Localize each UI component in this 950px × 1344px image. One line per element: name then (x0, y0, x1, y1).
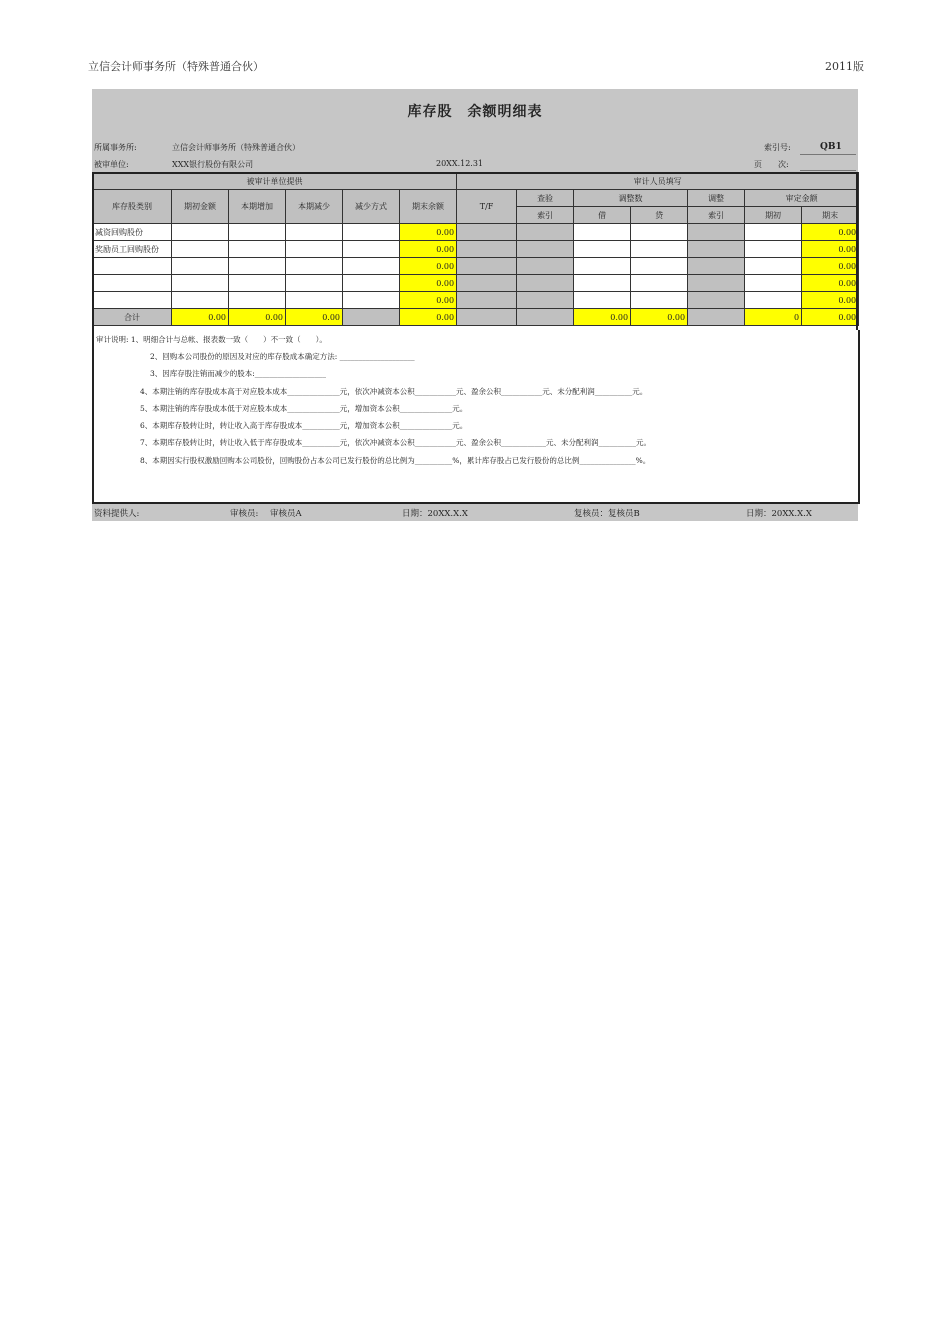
cell-closing[interactable]: 0.00 (400, 292, 457, 309)
note-1: 审计说明: 1、明细合计与总帐、报表数一致（ ）不一致（ ）。 (96, 335, 327, 344)
cell-decrease[interactable] (286, 258, 343, 275)
col-increase: 本期增加 (229, 190, 286, 224)
cell-adjust-index[interactable] (688, 224, 745, 241)
cell-tf[interactable] (457, 258, 517, 275)
audit-notes (92, 330, 860, 504)
cell-opening[interactable] (172, 224, 229, 241)
cell-increase[interactable] (229, 275, 286, 292)
note-2: 2、回购本公司股份的原因及对应的库存股成本确定方法: ____________________ (150, 352, 415, 361)
firm-value: 立信会计师事务所（特殊普通合伙） (172, 143, 300, 152)
cell-check-index[interactable] (517, 241, 574, 258)
reviewer-name: 审核员A (270, 509, 302, 519)
cell-increase[interactable] (229, 224, 286, 241)
total-check-index (517, 309, 574, 326)
cell-adjust-index[interactable] (688, 275, 745, 292)
row-label[interactable] (93, 275, 172, 292)
client-value: XXX银行股份有限公司 (172, 160, 254, 169)
group-client-header: 被审计单位提供 (93, 173, 457, 190)
row-label[interactable]: 奖励员工回购股份 (93, 241, 172, 258)
cell-opening[interactable] (172, 258, 229, 275)
total-label: 合计 (93, 309, 172, 326)
index-underline (800, 154, 856, 155)
note-4: 4、本期注销的库存股成本高于对应股本成本______________元，依次冲减资本公积___________元、盈余公积___________元、未分配利润__________元。 (140, 387, 648, 396)
cell-credit[interactable] (631, 258, 688, 275)
col-opening: 期初金额 (172, 190, 229, 224)
cell-closing[interactable]: 0.00 (400, 241, 457, 258)
cell-method[interactable] (343, 258, 400, 275)
note-5: 5、本期注销的库存股成本低于对应股本成本______________元，增加资本公积______________元。 (140, 404, 468, 413)
cell-increase[interactable] (229, 258, 286, 275)
cell-closing[interactable]: 0.00 (400, 224, 457, 241)
row-label[interactable] (93, 258, 172, 275)
cell-approved-open[interactable] (745, 292, 802, 309)
cell-debit[interactable] (574, 275, 631, 292)
cell-credit[interactable] (631, 224, 688, 241)
cell-approved-open[interactable] (745, 224, 802, 241)
cell-adjust-index[interactable] (688, 241, 745, 258)
rechecker: 复核员：复核员B (574, 509, 640, 519)
total-approved-open[interactable]: 0 (745, 309, 802, 326)
cell-check-index[interactable] (517, 224, 574, 241)
cell-closing[interactable]: 0.00 (400, 258, 457, 275)
col-adjust: 调整数 (574, 190, 688, 207)
total-debit[interactable]: 0.00 (574, 309, 631, 326)
cell-debit[interactable] (574, 224, 631, 241)
cell-opening[interactable] (172, 275, 229, 292)
cell-method[interactable] (343, 292, 400, 309)
cell-approved-close[interactable]: 0.00 (802, 224, 859, 241)
cell-check-index[interactable] (517, 258, 574, 275)
cell-decrease[interactable] (286, 241, 343, 258)
cell-debit[interactable] (574, 292, 631, 309)
review-date: 日期：20XX.X.X (402, 509, 468, 519)
note-8: 8、本期因实行股权激励回购本公司股份，回购股份占本公司已发行股份的总比例为__________%，累计库存股占已发行股份的总比例_______________%。 (140, 456, 651, 465)
cell-credit[interactable] (631, 241, 688, 258)
firm-label: 所属事务所: (94, 143, 137, 152)
col-check-bottom: 索引 (517, 207, 574, 224)
cell-increase[interactable] (229, 241, 286, 258)
total-opening[interactable]: 0.00 (172, 309, 229, 326)
total-adjust-index (688, 309, 745, 326)
sheet-title: 库存股 余额明细表 (407, 104, 543, 120)
col-app-open: 期初 (745, 207, 802, 224)
page-label: 页 次: (754, 160, 789, 169)
table-row (93, 241, 859, 258)
total-credit[interactable]: 0.00 (631, 309, 688, 326)
total-decrease[interactable]: 0.00 (286, 309, 343, 326)
cell-decrease[interactable] (286, 292, 343, 309)
reviewer-label: 审核员: (230, 509, 259, 519)
worksheet (92, 89, 858, 521)
group-auditor-header: 审计人员填写 (457, 173, 859, 190)
note-6: 6、本期库存股转让时，转让收入高于库存股成本__________元，增加资本公积______________元。 (140, 421, 468, 430)
total-increase[interactable]: 0.00 (229, 309, 286, 326)
col-approved: 审定金额 (745, 190, 859, 207)
cell-approved-open[interactable] (745, 258, 802, 275)
page-underline (800, 170, 856, 171)
cell-debit[interactable] (574, 241, 631, 258)
total-tf (457, 309, 517, 326)
recheck-date: 日期：20XX.X.X (746, 509, 812, 519)
cell-approved-close[interactable]: 0.00 (802, 241, 859, 258)
total-method (343, 309, 400, 326)
total-closing[interactable]: 0.00 (400, 309, 457, 326)
col-adjidx-top: 调整 (688, 190, 745, 207)
cell-decrease[interactable] (286, 275, 343, 292)
cell-credit[interactable] (631, 275, 688, 292)
cell-adjust-index[interactable] (688, 292, 745, 309)
cell-approved-open[interactable] (745, 275, 802, 292)
row-label[interactable]: 减资回购股份 (93, 224, 172, 241)
cell-method[interactable] (343, 275, 400, 292)
cell-adjust-index[interactable] (688, 258, 745, 275)
cell-method[interactable] (343, 224, 400, 241)
col-decrease: 本期减少 (286, 190, 343, 224)
col-tf: T/F (457, 190, 517, 224)
cell-method[interactable] (343, 241, 400, 258)
table-row (93, 275, 859, 292)
page-header-firm: 立信会计师事务所（特殊普通合伙） (88, 60, 264, 73)
col-method: 减少方式 (343, 190, 400, 224)
cell-increase[interactable] (229, 292, 286, 309)
signature-footer (92, 504, 858, 521)
table-row (93, 224, 859, 241)
total-row (93, 309, 859, 326)
note-7: 7、本期库存股转让时，转让收入低于库存股成本__________元，依次冲减资本公积___________元、盈余公积____________元、未分配利润__________元。 (140, 438, 652, 447)
note-3: 3、因库存股注销而减少的股本:___________________ (150, 369, 327, 378)
cell-approved-close[interactable]: 0.00 (802, 292, 859, 309)
row-label[interactable] (93, 292, 172, 309)
table-row (93, 292, 859, 309)
client-label: 被审单位: (94, 160, 129, 169)
cell-opening[interactable] (172, 241, 229, 258)
cell-decrease[interactable] (286, 224, 343, 241)
balance-table (92, 172, 859, 326)
cell-approved-open[interactable] (745, 241, 802, 258)
cell-opening[interactable] (172, 292, 229, 309)
index-value: QB1 (820, 142, 842, 152)
cell-approved-close[interactable]: 0.00 (802, 258, 859, 275)
cell-tf[interactable] (457, 275, 517, 292)
page-header-edition: 2011版 (825, 60, 864, 73)
col-category: 库存股类别 (93, 190, 172, 224)
cell-debit[interactable] (574, 258, 631, 275)
col-debit: 借 (574, 207, 631, 224)
col-app-close: 期末 (802, 207, 859, 224)
col-closing: 期末余额 (400, 190, 457, 224)
col-credit: 贷 (631, 207, 688, 224)
report-date: 20XX.12.31 (436, 159, 484, 168)
table-row (93, 258, 859, 275)
total-approved-close[interactable]: 0.00 (802, 309, 859, 326)
provider-label: 资料提供人: (94, 509, 140, 519)
cell-tf[interactable] (457, 241, 517, 258)
cell-tf[interactable] (457, 292, 517, 309)
cell-approved-close[interactable]: 0.00 (802, 275, 859, 292)
col-check-top: 查验 (517, 190, 574, 207)
cell-check-index[interactable] (517, 275, 574, 292)
cell-check-index[interactable] (517, 292, 574, 309)
col-adjidx-bottom: 索引 (688, 207, 745, 224)
cell-tf[interactable] (457, 224, 517, 241)
index-label: 索引号: (764, 143, 791, 152)
cell-closing[interactable]: 0.00 (400, 275, 457, 292)
cell-credit[interactable] (631, 292, 688, 309)
